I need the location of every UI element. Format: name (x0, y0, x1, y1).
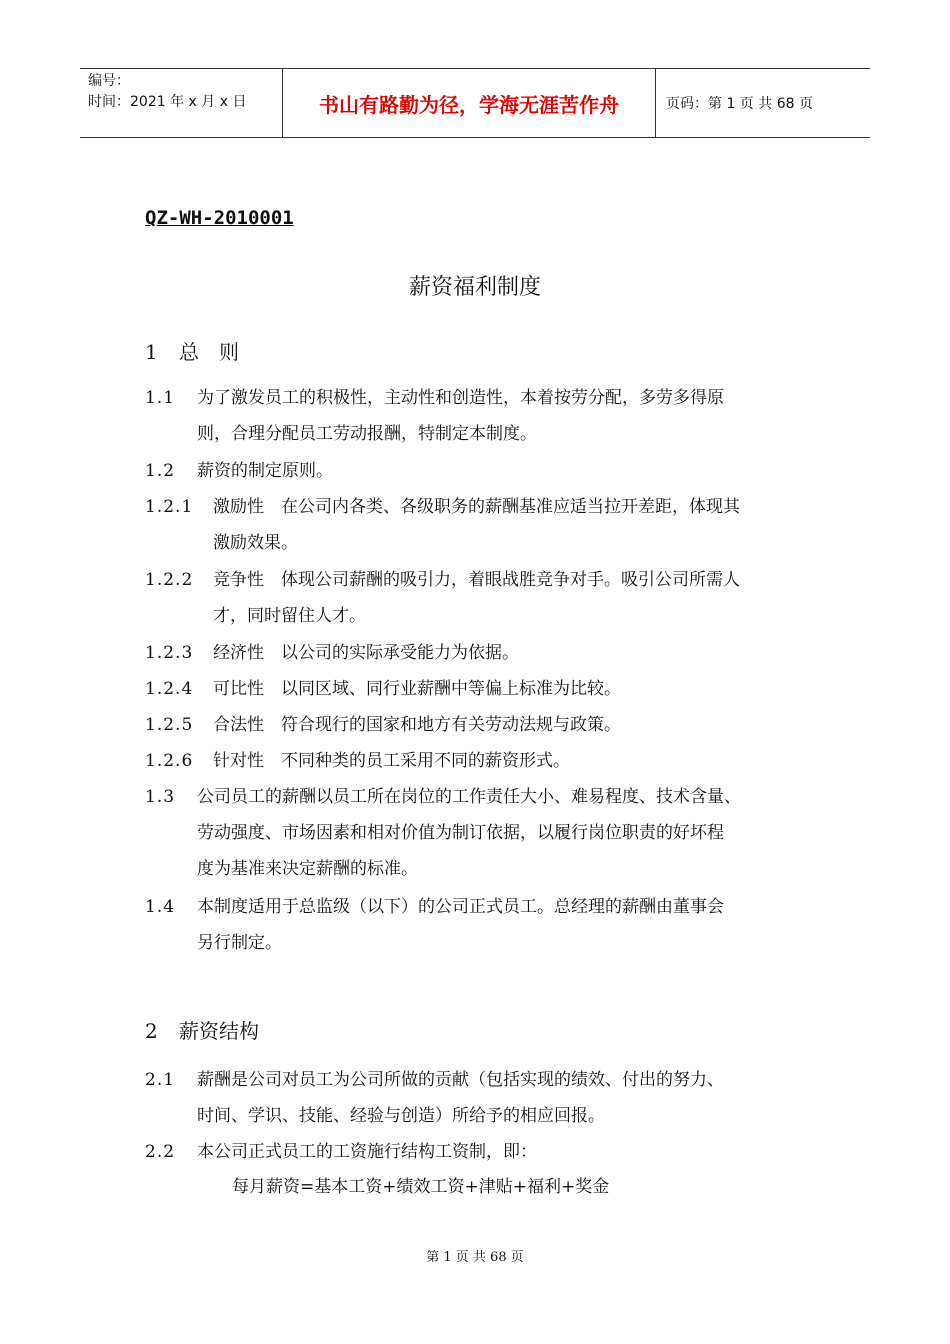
clause-2-1 (145, 1062, 825, 1134)
clause-text-line: 本公司正式员工的工资施行结构工资制，即： (197, 1142, 537, 1162)
clause-text-line: 为了激发员工的积极性，主动性和创造性，本着按劳分配，多劳多得原 (197, 388, 724, 408)
clause-1-2-5 (145, 707, 825, 743)
clause-text-line: 合法性 符合现行的国家和地方有关劳动法规与政策。 (213, 715, 621, 735)
section-title: 总 则 (179, 340, 239, 364)
clause-2-2 (145, 1134, 825, 1170)
clause-number: 1.2.6 (145, 751, 194, 771)
clause-number: 1.2.2 (145, 570, 194, 590)
section-number: 1 (145, 340, 158, 364)
clause-number: 2.1 (145, 1070, 176, 1090)
clause-text-line: 激励效果。 (213, 533, 298, 553)
header-page-info: 页码：第 1 页 共 68 页 (666, 96, 813, 112)
clause-1-2-1 (145, 489, 825, 561)
clause-text-line: 度为基准来决定薪酬的标准。 (197, 859, 418, 879)
clause-1-4 (145, 889, 825, 961)
clause-number: 1.4 (145, 897, 176, 917)
clause-1-2 (145, 453, 825, 489)
clause-1-2-2 (145, 562, 825, 634)
clause-1-2-4 (145, 671, 825, 707)
document-code: QZ-WH-2010001 (145, 207, 294, 229)
clause-number: 1.3 (145, 787, 176, 807)
clause-text-line: 针对性 不同种类的员工采用不同的薪资形式。 (213, 751, 570, 771)
clause-1-3 (145, 779, 825, 887)
section-2-heading (145, 1015, 259, 1044)
clause-1-1 (145, 380, 825, 452)
clause-1-2-6 (145, 743, 825, 779)
page-footer: 第 1 页 共 68 页 (426, 1250, 524, 1265)
clause-text-line: 可比性 以同区域、同行业薪酬中等偏上标准为比较。 (213, 679, 621, 699)
clause-text-line: 激励性 在公司内各类、各级职务的薪酬基准应适当拉开差距，体现其 (213, 497, 740, 517)
header-meta (80, 69, 282, 137)
clause-number: 1.2.3 (145, 643, 194, 663)
clause-number: 2.2 (145, 1142, 176, 1162)
clause-number: 1.2 (145, 461, 176, 481)
page-header (80, 68, 870, 138)
clause-number: 1.2.1 (145, 497, 194, 517)
clause-number: 1.2.4 (145, 679, 194, 699)
section-number: 2 (145, 1019, 158, 1043)
clause-text-line: 才，同时留住人才。 (213, 606, 366, 626)
clause-text-line: 本制度适用于总监级（以下）的公司正式员工。总经理的薪酬由董事会 (197, 897, 724, 917)
section-title: 薪资结构 (179, 1019, 259, 1043)
clause-1-2-3 (145, 635, 825, 671)
clause-text-line: 公司员工的薪酬以员工所在岗位的工作责任大小、难易程度、技术含量、 (197, 787, 741, 807)
section-1-heading (145, 336, 239, 365)
clause-text-line: 时间、学识、技能、经验与创造）所给予的相应回报。 (197, 1106, 605, 1126)
number-label: 编号： (88, 73, 130, 89)
clause-number: 1.2.5 (145, 715, 194, 735)
clause-text-line: 薪酬是公司对员工为公司所做的贡献（包括实现的绩效、付出的努力、 (197, 1070, 724, 1090)
header-motto: 书山有路勤为径，学海无涯苦作舟 (282, 69, 656, 137)
clause-text-line: 则，合理分配员工劳动报酬，特制定本制度。 (197, 424, 537, 444)
clause-text-line: 劳动强度、市场因素和相对价值为制订依据，以履行岗位职责的好坏程 (197, 823, 724, 843)
clause-text-line: 另行制定。 (197, 933, 282, 953)
document-title: 薪资福利制度 (408, 275, 541, 300)
clause-text-line: 竞争性 体现公司薪酬的吸引力，着眼战胜竞争对手。吸引公司所需人 (213, 570, 740, 590)
clause-text-line: 薪资的制定原则。 (197, 461, 333, 481)
salary-formula: 每月薪资=基本工资+绩效工资+津贴+福利+奖金 (232, 1177, 610, 1197)
clause-text-line: 经济性 以公司的实际承受能力为依据。 (213, 643, 519, 663)
clause-number: 1.1 (145, 388, 176, 408)
time-label: 时间：2021 年 x 月 x 日 (88, 94, 247, 110)
